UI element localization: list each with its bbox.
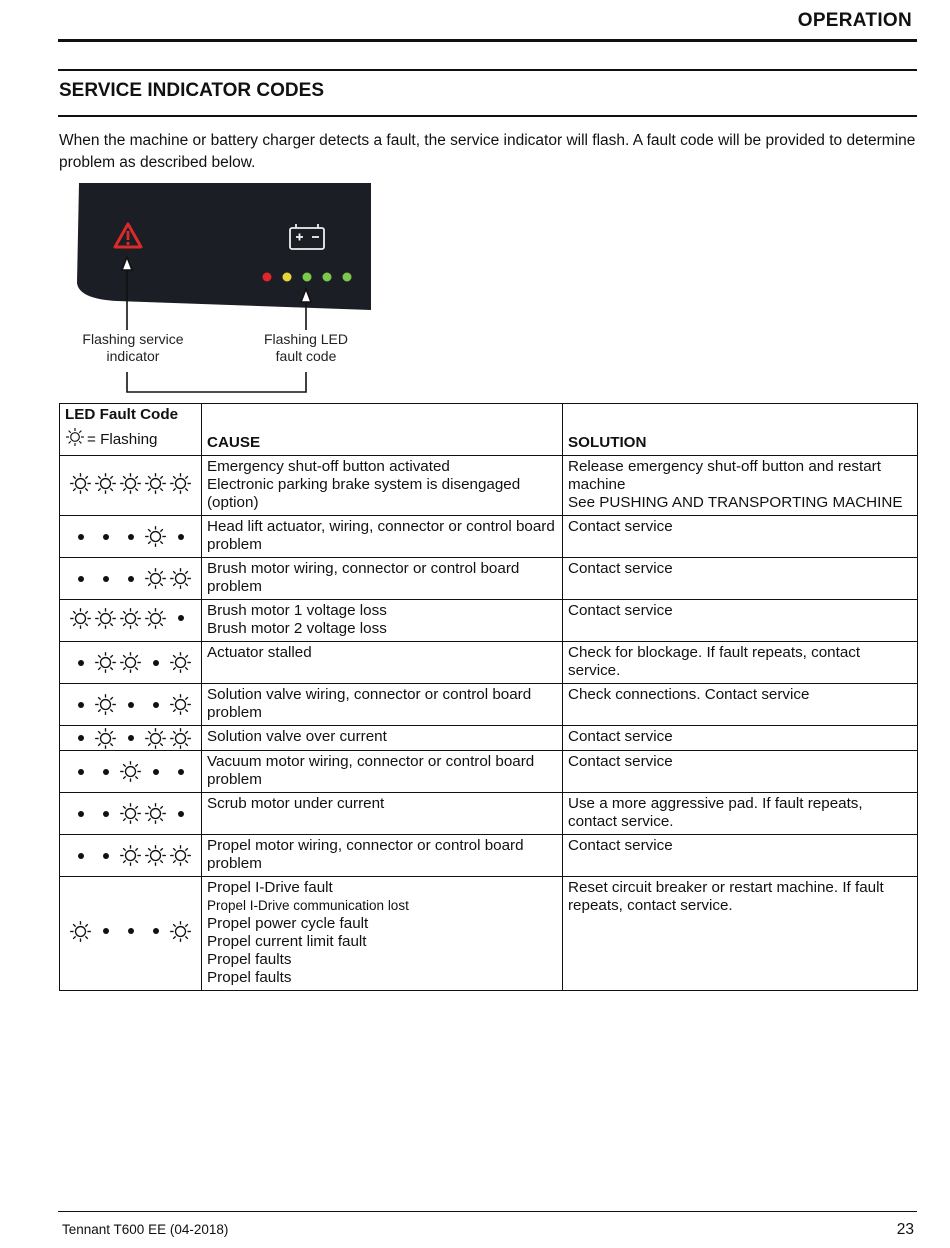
led-on-dot-icon	[118, 919, 143, 943]
led-on-dot-icon	[143, 651, 168, 675]
led-flashing-icon	[143, 606, 168, 630]
led-flashing-icon	[93, 471, 118, 495]
led-flashing-icon	[93, 693, 118, 717]
cause-cell	[202, 684, 563, 726]
solution-cell	[563, 684, 918, 726]
caption-left-line1: Flashing service	[82, 331, 184, 347]
led-pattern-cell	[60, 516, 202, 558]
led-pattern-cell	[60, 835, 202, 877]
solution-cell	[563, 558, 918, 600]
cause-text: Solution valve wiring, connector or control board problem	[207, 686, 532, 721]
led-flashing-icon	[168, 651, 193, 675]
led-on-dot-icon	[168, 760, 193, 784]
table-row	[60, 835, 918, 877]
led-on-dot-icon	[93, 760, 118, 784]
intro-paragraph: When the machine or battery charger detects a fault, the service indicator will flash. A fault code will be provided to determine problem as described below.	[59, 132, 916, 171]
cause-cell	[202, 793, 563, 835]
solution-cell	[563, 793, 918, 835]
led-flashing-icon	[143, 726, 168, 750]
led-on-dot-icon	[68, 802, 93, 826]
cause-text: Propel motor wiring, connector or control board problem	[207, 837, 524, 872]
led-flashing-icon	[168, 726, 193, 750]
cause-cell	[202, 516, 563, 558]
led-pattern-cell	[60, 600, 202, 642]
led-flashing-icon	[118, 844, 143, 868]
led-flashing-icon	[93, 606, 118, 630]
header-cause: CAUSE	[202, 404, 563, 456]
led-on-dot-icon	[118, 525, 143, 549]
cause-text: Propel current limit fault	[207, 933, 367, 950]
solution-cell	[563, 877, 918, 991]
header-solution: SOLUTION	[563, 404, 918, 456]
cause-text: Solution valve over current	[207, 728, 387, 745]
solution-cell	[563, 835, 918, 877]
solution-cell	[563, 600, 918, 642]
cause-text: Propel I-Drive communication lost	[207, 898, 409, 913]
cause-cell	[202, 877, 563, 991]
led-on-dot-icon	[168, 525, 193, 549]
solution-cell	[563, 726, 918, 751]
cause-cell	[202, 642, 563, 684]
page-number: 23	[896, 1221, 914, 1238]
led-flashing-icon	[118, 760, 143, 784]
cause-cell	[202, 726, 563, 751]
table-header-row	[60, 404, 918, 456]
solution-text: Contact service	[568, 753, 673, 770]
led-pattern-cell	[60, 456, 202, 516]
led-on-dot-icon	[93, 919, 118, 943]
led-flashing-icon	[168, 693, 193, 717]
cause-text: Electronic parking brake system is disengaged (option)	[207, 476, 521, 511]
led-flashing-icon	[68, 471, 93, 495]
led-pattern-cell	[60, 642, 202, 684]
cause-cell	[202, 456, 563, 516]
led-flashing-icon	[143, 567, 168, 591]
led-on-dot-icon	[68, 567, 93, 591]
cause-text: Emergency shut-off button activated	[207, 458, 450, 475]
cause-text: Propel I-Drive fault	[207, 879, 333, 896]
led-flashing-icon	[168, 567, 193, 591]
caption-right-line1: Flashing LED	[263, 331, 349, 347]
cause-text: Propel faults	[207, 951, 292, 968]
led-flashing-icon	[93, 726, 118, 750]
solution-text: Release emergency shut-off button and restart machine	[568, 458, 881, 493]
header-led-fault-code	[60, 404, 202, 456]
led-flashing-icon	[143, 802, 168, 826]
cause-cell	[202, 835, 563, 877]
solution-text: Contact service	[568, 560, 673, 577]
solution-text: Reset circuit breaker or restart machine. If fault repeats, contact service.	[568, 879, 884, 914]
led-flashing-icon	[118, 606, 143, 630]
caption-right-line2: fault code	[275, 348, 337, 364]
cause-text: Actuator stalled	[207, 644, 312, 661]
led-on-dot-icon	[93, 802, 118, 826]
led-on-dot-icon	[68, 525, 93, 549]
led-on-dot-icon	[168, 606, 193, 630]
led-on-dot-icon	[68, 726, 93, 750]
solution-text: Check connections. Contact service	[568, 686, 810, 703]
flashing-legend	[65, 427, 196, 452]
cause-text: Head lift actuator, wiring, connector or control board problem	[207, 518, 555, 553]
header-led-label: LED Fault Code	[65, 406, 179, 423]
led-pattern-cell	[60, 684, 202, 726]
legend-label: = Flashing	[87, 430, 158, 448]
table-row	[60, 456, 918, 516]
led-flashing-icon	[143, 471, 168, 495]
led-on-dot-icon	[118, 567, 143, 591]
cause-text: Brush motor 1 voltage loss	[207, 602, 387, 619]
cause-text: Brush motor 2 voltage loss	[207, 620, 387, 637]
led-flashing-icon	[93, 651, 118, 675]
cause-text: Scrub motor under current	[207, 795, 385, 812]
led-on-dot-icon	[93, 525, 118, 549]
led-on-dot-icon	[68, 760, 93, 784]
led-pattern-cell	[60, 558, 202, 600]
led-flashing-icon	[168, 471, 193, 495]
table-row	[60, 793, 918, 835]
cause-cell	[202, 751, 563, 793]
led-flashing-icon	[118, 651, 143, 675]
led-on-dot-icon	[143, 919, 168, 943]
table-row	[60, 684, 918, 726]
led-on-dot-icon	[143, 760, 168, 784]
footer-model: Tennant T600 EE (04-2018)	[62, 1222, 229, 1237]
led-flashing-icon	[68, 606, 93, 630]
solution-text: Contact service	[568, 518, 673, 535]
led-pattern-cell	[60, 793, 202, 835]
led-on-dot-icon	[68, 844, 93, 868]
led-pattern-cell	[60, 726, 202, 751]
table-row	[60, 600, 918, 642]
led-flashing-icon	[118, 802, 143, 826]
led-pattern-cell	[60, 751, 202, 793]
led-flashing-icon	[168, 844, 193, 868]
solution-text: Contact service	[568, 728, 673, 745]
cause-text: Propel power cycle fault	[207, 915, 369, 932]
led-flashing-icon	[168, 919, 193, 943]
footer-rule	[58, 1211, 917, 1212]
led-on-dot-icon	[93, 567, 118, 591]
solution-text: Check for blockage. If fault repeats, contact service.	[568, 644, 861, 679]
cause-text: Vacuum motor wiring, connector or control board problem	[207, 753, 535, 788]
table-row	[60, 751, 918, 793]
table-row	[60, 516, 918, 558]
led-pattern-cell	[60, 877, 202, 991]
solution-text: Use a more aggressive pad. If fault repeats, contact service.	[568, 795, 863, 830]
led-flashing-icon	[118, 471, 143, 495]
table-row	[60, 877, 918, 991]
solution-cell	[563, 456, 918, 516]
led-on-dot-icon	[68, 651, 93, 675]
led-on-dot-icon	[68, 693, 93, 717]
table-row	[60, 558, 918, 600]
caption-left-line2: indicator	[106, 348, 160, 364]
caption-service-indicator	[68, 331, 198, 365]
section-title: SERVICE INDICATOR CODES	[59, 80, 324, 101]
solution-text: Contact service	[568, 837, 673, 854]
solution-text: Contact service	[568, 602, 673, 619]
solution-cell	[563, 751, 918, 793]
led-on-dot-icon	[118, 726, 143, 750]
table-row	[60, 726, 918, 751]
running-header: OPERATION	[797, 10, 912, 31]
table-row	[60, 642, 918, 684]
led-on-dot-icon	[93, 844, 118, 868]
cause-cell	[202, 600, 563, 642]
cause-cell	[202, 558, 563, 600]
cause-text: Brush motor wiring, connector or control board problem	[207, 560, 520, 595]
led-on-dot-icon	[168, 802, 193, 826]
flashing-sun-icon	[65, 427, 85, 452]
solution-cell	[563, 642, 918, 684]
led-on-dot-icon	[143, 693, 168, 717]
fault-code-table	[59, 403, 918, 991]
led-flashing-icon	[143, 525, 168, 549]
cause-text: Propel faults	[207, 969, 292, 986]
solution-text: See PUSHING AND TRANSPORTING MACHINE	[568, 494, 903, 511]
led-flashing-icon	[68, 919, 93, 943]
solution-cell	[563, 516, 918, 558]
led-on-dot-icon	[118, 693, 143, 717]
led-flashing-icon	[143, 844, 168, 868]
caption-led-fault-code	[246, 331, 366, 365]
